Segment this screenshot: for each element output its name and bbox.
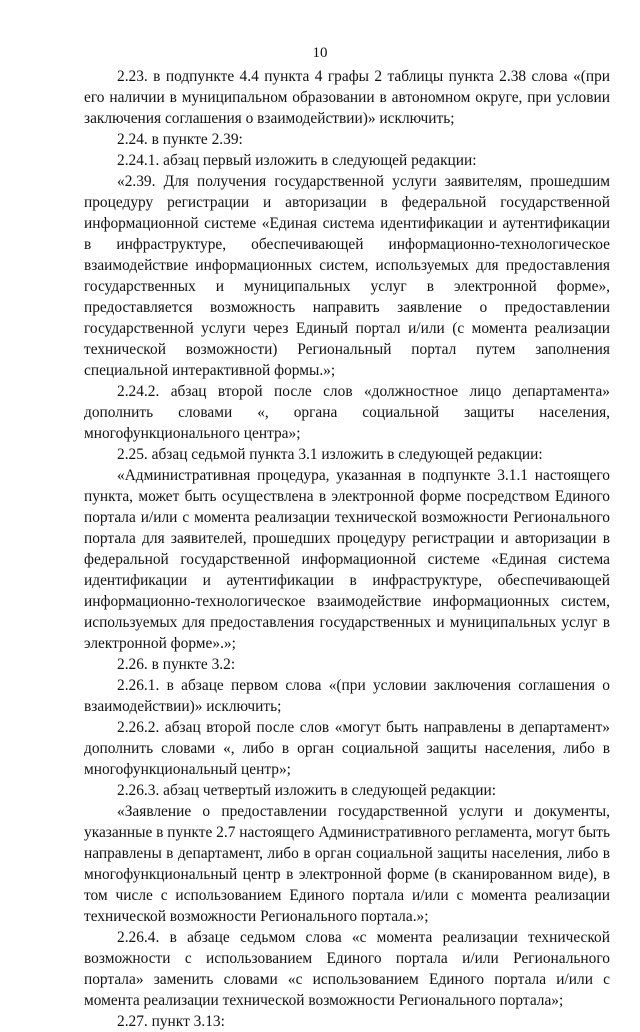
paragraph-2-26-3: 2.26.3. абзац четвертый изложить в следующей редакции:	[117, 782, 497, 799]
paragraph-2-24-2: 2.24.2. абзац второй после слов «должностное лицо департамента» дополнить словами «, органа социальной защиты населения, многофункционального центра»;	[84, 383, 610, 442]
page-number: 10	[312, 45, 328, 61]
paragraph-2-26-4: 2.26.4. в абзаце седьмом слова «с момента реализации технической возможности с использованием Единого портала и/или Регионального портала» заменить словами «с использованием Единого портала и/или с момента реализации технической возможности Регионального портала»;	[84, 929, 610, 1009]
paragraph-2-27: 2.27. пункт 3.13:	[117, 1013, 225, 1030]
paragraph-2-24: 2.24. в пункте 2.39:	[117, 131, 243, 148]
paragraph-quote-admin-procedure: «Административная процедура, указанная в подпункте 3.1.1 настоящего пункта, может быть осуществлена в электронной форме посредством Единого портала и/или с момента реализации технической возможности Регионального портала для заявителей, прошедших процедуру регистрации и авторизации в федеральной государственной информационной системе «Единая система идентификации и аутентификации в инфраструктуре, обеспечивающей информационно-технологическое взаимодействие информационных систем, используемых для предоставления государственных и муниципальных услуг в электронной форме».»;	[84, 467, 610, 652]
document-body	[84, 66, 610, 1032]
paragraph-2-24-1: 2.24.1. абзац первый изложить в следующей редакции:	[117, 152, 477, 169]
paragraph-2-26-2: 2.26.2. абзац второй после слов «могут быть направлены в департамент» дополнить словами «, либо в орган социальной защиты населения, либо в многофункциональный центр»;	[84, 719, 610, 778]
paragraph-2-25: 2.25. абзац седьмой пункта 3.1 изложить в следующей редакции:	[117, 446, 543, 463]
paragraph-2-23: 2.23. в подпункте 4.4 пункта 4 графы 2 таблицы пункта 2.38 слова «(при его наличии в муниципальном образовании в автономном округе, при условии заключения соглашения о взаимодействии)» исключить;	[84, 68, 610, 127]
paragraph-2-26-1: 2.26.1. в абзаце первом слова «(при условии заключения соглашения о взаимодействии)» исключить;	[84, 677, 610, 715]
paragraph-quote-application: «Заявление о предоставлении государственной услуги и документы, указанные в пункте 2.7 настоящего Административного регламента, могут быть направлены в департамент, либо в орган социальной защиты населения, либо в многофункциональный центр в электронной форме (в сканированном виде), в том числе с использованием Единого портала и/или с момента реализации технической возможности Регионального портала.»;	[84, 803, 610, 925]
paragraph-2-26: 2.26. в пункте 3.2:	[117, 656, 236, 673]
paragraph-quote-2-39: «2.39. Для получения государственной услуги заявителям, прошедшим процедуру регистрации и авторизации в федеральной государственной информационной системе «Единая система идентификации и аутентификации в инфраструктуре, обеспечивающей информационно-технологическое взаимодействие информационных систем, используемых для предоставления государственных и муниципальных услуг в электронной форме», предоставляется возможность направить заявление о предоставлении государственной услуги через Единый портал и/или (с момента реализации технической возможности) Региональный портал путем заполнения специальной интерактивной формы.»;	[84, 173, 610, 379]
